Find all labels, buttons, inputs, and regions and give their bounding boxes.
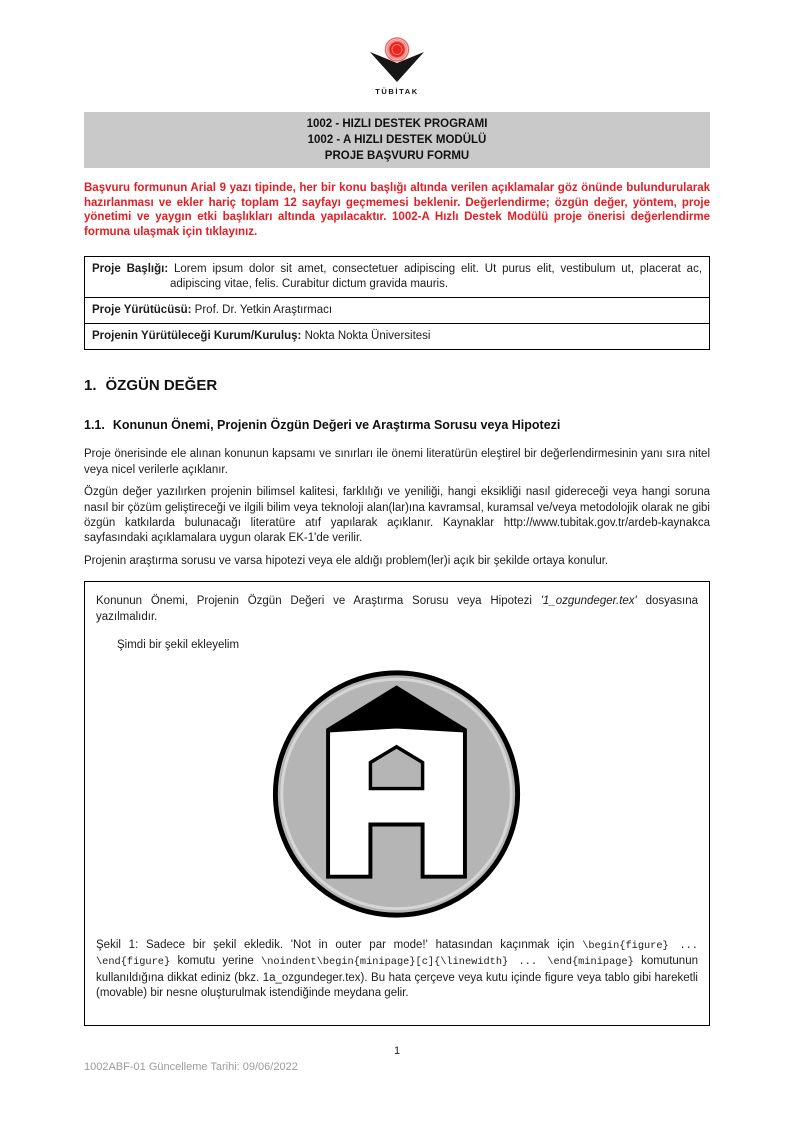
tubitak-brand-text: TÜBİTAK: [375, 87, 419, 96]
section-title-text: ÖZGÜN DEĞER: [105, 377, 218, 395]
caption-text: komutunun kullanıldığına dikkat ediniz (bkz. 1a_ozgundeger.tex). Bu hata çerçeve veya kutu içinde figure veya tablo gibi hareketli (movable) bir nesne oluşturulmak istendiğinde meydana gelir.: [96, 955, 698, 1000]
footer-note: 1002ABF-01 Güncelleme Tarihi: 09/06/2022: [84, 1061, 298, 1073]
subsection-title-text: Konunun Önemi, Projenin Özgün Değeri ve Araştırma Sorusu veya Hipotezi: [112, 418, 561, 433]
tex-file-name: '1_ozgundeger.tex': [540, 595, 637, 608]
table-row-project-title: [85, 257, 710, 298]
kaynakca-url-link[interactable]: http://www.tubitak.gov.tr/ardeb-kaynakca: [503, 517, 710, 529]
subsection-heading: [84, 418, 710, 432]
program-title-line-1: 1002 - HIZLI DESTEK PROGRAMI: [306, 118, 488, 130]
program-title-line-3: PROJE BAŞVURU FORMU: [324, 150, 470, 162]
page-number: 1: [393, 1045, 401, 1057]
project-info-table: [84, 256, 710, 350]
tubitak-logo-icon: [365, 36, 429, 86]
paragraph: Projenin araştırma sorusu ve varsa hipotezi veya ele aldığı problem(ler)i açık bir şekilde ortaya konulur.: [84, 554, 609, 567]
row-label: Projenin Yürütüleceği Kurum/Kuruluş:: [92, 330, 302, 343]
figure: [96, 666, 698, 927]
row-label: Proje Başlığı:: [92, 263, 169, 276]
row-value: Nokta Nokta Üniversitesi: [304, 330, 431, 343]
row-value: Prof. Dr. Yetkin Araştırmacı: [194, 304, 333, 317]
paragraph-text: Özgün değer yazılırken projenin bilimsel kalitesi, farklılığı ve yeniliği, hangi eksikliği nasıl gidereceği veya hangi soruna nasıl bir çözüm geliştireceği ve ilgili bilim veya teknoloji alan(lar)ına kavramsal, kuramsal ve/veya metodolojik olarak ne gibi özgün katkılarda bulunacağı literatüre atıf yapılarak açıklanır. Kaynaklar: [84, 486, 710, 529]
figure-caption: [96, 938, 698, 1002]
table-row-project-leader: [85, 298, 710, 324]
caption-text: komutu yerine: [170, 955, 262, 968]
row-label: Proje Yürütücüsü:: [92, 304, 192, 317]
caption-text: Şekil 1: Sadece bir şekil ekledik. 'Not in outer par mode!' hatasından kaçınmak için: [96, 938, 583, 951]
section-number: 1.: [84, 377, 97, 395]
program-title-box: [84, 112, 710, 168]
notice-link[interactable]: tıklayınız.: [205, 225, 258, 238]
paragraph: Proje önerisinde ele alınan konunun kapsamı ve sınırları ile önemi literatürün eleştirel bir değerlendirmesinin yanı sıra nitel veya nicel verilerle açıklanır.: [84, 448, 710, 476]
instructions-text: Başvuru formunun Arial 9 yazı tipinde, her bir konu başlığı altında verilen açıklamalar göz önünde bulundurularak hazırlanması ve ekler hariç toplam 12 sayfayı geçmemesi beklenir. Değerlendirme; özgün değer, yöntem, proje yönetimi ve yaygın etki başlıkları altında yapılacaktır. 1002-A Hızlı Destek Modülü proje önerisi değerlendirme formuna ulaşmak için: [84, 182, 710, 238]
program-title-line-2: 1002 - A HIZLI DESTEK MODÜLÜ: [307, 134, 487, 146]
section-heading: [84, 377, 710, 394]
answer-box: [84, 581, 710, 1026]
row-value: Lorem ipsum dolor sit amet, consectetuer adipiscing elit. Ut purus elit, vestibulum ut, placerat ac, adipiscing vitae, felis. Curabitur dictum gravida mauris.: [170, 263, 703, 291]
intro-text: dosyasına yazılmalıdır.: [96, 595, 698, 623]
paragraph: [84, 485, 710, 547]
figure-note: Şimdi bir şekil ekleyelim: [117, 639, 240, 652]
subsection-number: 1.1.: [84, 418, 105, 433]
intro-text: Konunun Önemi, Projenin Özgün Değeri ve Araştırma Sorusu veya Hipotezi: [96, 595, 541, 608]
tubitak-logo: [0, 0, 794, 96]
instructions-notice: [84, 181, 710, 239]
answer-box-intro: [96, 594, 698, 625]
table-row-institution: [85, 324, 710, 350]
caption-latex-code: \noindent\begin{minipage}[c]{\linewidth} ... \end{minipage}: [261, 956, 634, 969]
caption-latex-code: \begin{figure} ... \end{figure}: [96, 939, 698, 969]
house-h-logo-icon: [269, 666, 525, 922]
paragraph-text: sayfasındaki açıklamalara uygun olarak EK-1'de verilir.: [84, 532, 363, 545]
